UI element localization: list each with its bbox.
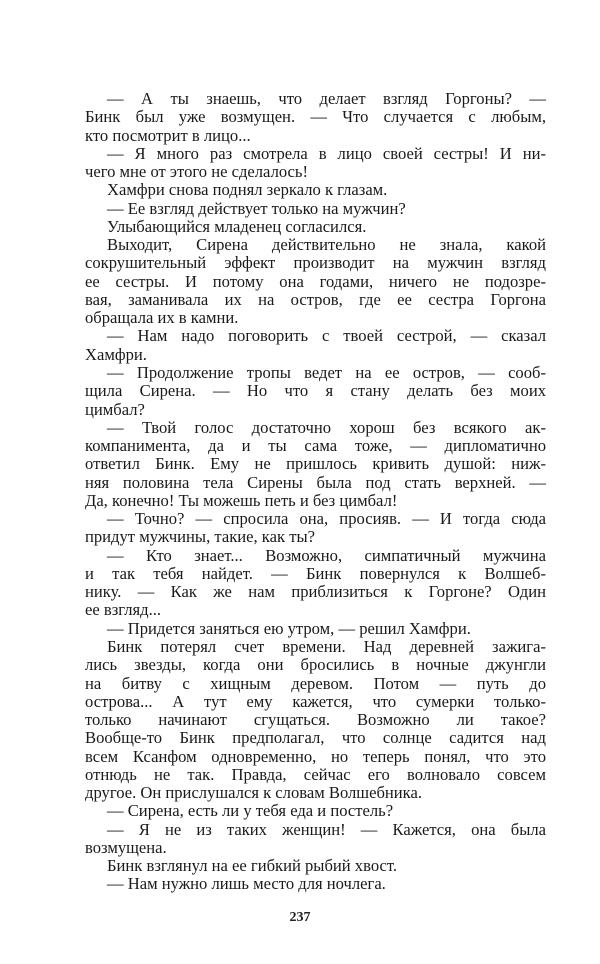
text-line: другое. Он прислушался к словам Волшебника. xyxy=(85,783,422,803)
text-line: няя половина тела Сирены была под стать верхней. — xyxy=(85,472,546,492)
text-line: — А ты знаешь, что делает взгляд Горгоны? — xyxy=(107,89,546,108)
text-line: кто посмотрит в лицо... xyxy=(85,125,251,145)
text-line: Бинк взглянул на ее гибкий рыбий хвост. xyxy=(107,856,398,876)
text-line: — Продолжение тропы ведет на ее остров, — сооб- xyxy=(107,362,546,382)
text-line: возмущена. xyxy=(85,837,167,857)
text-line: — Точно? — спросила она, просияв. — И тогда сюда xyxy=(107,509,546,529)
text-line: ее сестры. И потому она годами, ничего не подозре- xyxy=(85,271,546,291)
text-line: Да, конечно! Ты можешь петь и без цимбал! xyxy=(85,490,398,510)
text-line: придут мужчины, такие, как ты? xyxy=(85,527,315,547)
text-line: — Нам нужно лишь место для ночлега. xyxy=(107,874,386,894)
text-line: Вообще-то Бинк предполагал, что солнце садится над xyxy=(85,728,546,748)
text-line: — Я много раз смотрела в лицо своей сестры! И ни- xyxy=(107,143,546,163)
text-line: — Твой голос достаточно хорош без всякого ак- xyxy=(107,417,546,437)
text-line: Выходит, Сирена действительно не знала, какой xyxy=(107,235,546,255)
text-line: обращала их в камни. xyxy=(85,308,239,328)
text-line: — Ее взгляд действует только на мужчин? xyxy=(107,198,406,218)
page-number: 237 xyxy=(289,910,311,925)
text-line: щила Сирена. — Но что я стану делать без моих xyxy=(85,381,546,401)
text-line: Бинк был уже возмущен. — Что случается с любым, xyxy=(85,107,546,127)
text-line: на битву с хищным деревом. Потом — путь до xyxy=(85,673,546,693)
text-line: вая, заманивала их на остров, где ее сестра Горгона xyxy=(85,289,546,309)
book-page-text xyxy=(85,90,546,894)
text-line: и так тебя найдет. — Бинк повернулся к Волшеб- xyxy=(85,563,546,583)
text-line: чего мне от этого не сделалось! xyxy=(85,162,309,182)
text-line: — Сирена, есть ли у тебя еда и постель? xyxy=(107,801,394,821)
text-line: лись звезды, когда они бросились в ночные джунгли xyxy=(85,655,546,675)
text-line: Хамфри. xyxy=(85,344,147,364)
text-line: острова... А тут ему кажется, что сумерки только- xyxy=(85,691,546,711)
text-line: — Придется заняться ею утром, — решил Хамфри. xyxy=(107,618,471,638)
text-line: — Я не из таких женщин! — Кажется, она была xyxy=(107,819,546,839)
text-line: цимбал? xyxy=(85,399,145,419)
text-line: сокрушительный эффект производит на мужчин взгляд xyxy=(85,253,546,273)
text-line: — Нам надо поговорить с твоей сестрой, — сказал xyxy=(107,326,546,346)
text-line: только начинают сгущаться. Возможно ли такое? xyxy=(85,710,546,730)
text-line: Бинк потерял счет времени. Над деревней зажига- xyxy=(107,636,546,656)
text-line: Хамфри снова поднял зеркало к глазам. xyxy=(107,180,388,200)
text-line: компанимента, да и ты сама тоже, — дипломатично xyxy=(85,436,546,456)
text-line: ответил Бинк. Ему не пришлось кривить душой: ниж- xyxy=(85,454,546,474)
text-line: — Кто знает... Возможно, симпатичный мужчина xyxy=(107,545,546,565)
text-line: ее взгляд... xyxy=(85,600,162,620)
text-line: нику. — Как же нам приблизиться к Горгоне? Один xyxy=(85,582,546,602)
text-line: Улыбающийся младенец согласился. xyxy=(107,216,367,236)
text-line: всем Ксанфом одновременно, но теперь понял, что это xyxy=(85,746,546,766)
text-line: отнюдь не так. Правда, сейчас его волновало совсем xyxy=(85,764,546,784)
